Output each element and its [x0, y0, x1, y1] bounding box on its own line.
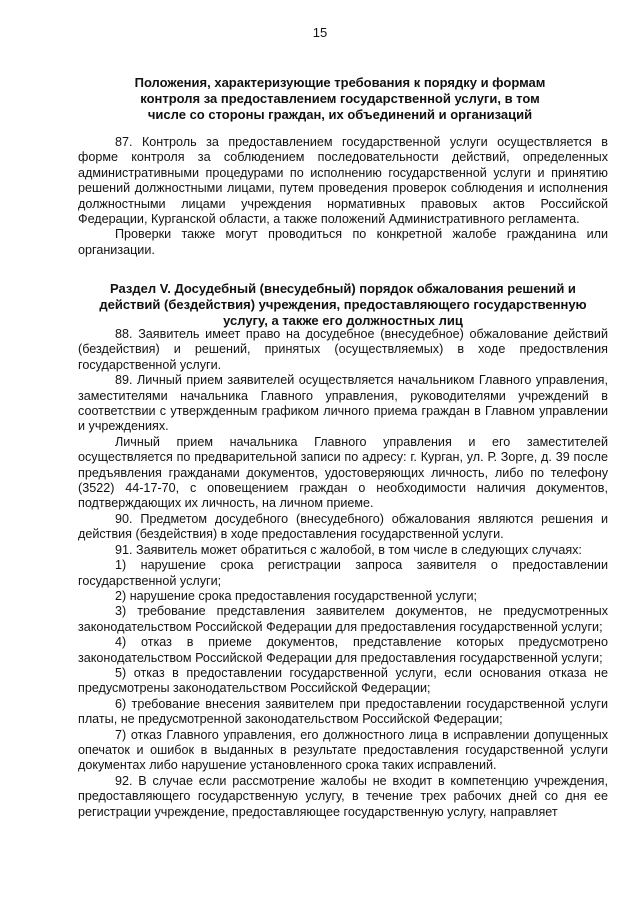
list-item: 4) отказ в приеме документов, представление которых предусмотрено законодательством Российской Федерации для предоставления государственной услуги; — [78, 635, 608, 665]
list-item: 7) отказ Главного управления, его должностного лица в исправлении допущенных опечаток и ошибок в выданных в результате предоставления государственной услуги документах либо нарушение установленного срока таких исправлений. — [78, 727, 608, 773]
paragraph: 88. Заявитель имеет право на досудебное (внесудебное) обжалование действий (бездействия) и решений, принятых (осуществляемых) в ходе предоствления государственной услуги. — [78, 327, 608, 372]
paragraph: Личный прием начальника Главного управления и его заместителей осуществляется по предварительной записи по адресу: г. Курган, ул. Р. Зорге, д. 39 после предъявления гражданами документов, удостоверяющих личность, либо по телефону (3522) 44-17-70, с оповещением граждан о необходимости наличия документов, подтверждающих их личность, на личном приеме. — [78, 434, 608, 511]
paragraph: 87. Контроль за предоставлением государственной услуги осуществляется в форме контроля за соблюдением последовательности действий, определенных административными процедурами по исполнению государственной услуги и принятию решений должностными лицами, путем проведения проверок соблюдения и исполнения должностными лицами учреждения нормативных правовых актов Российской Федерации, Курганской области, а также положений Административного регламента. — [78, 135, 608, 227]
paragraph: 92. В случае если рассмотрение жалобы не входит в компетенцию учреждения, предоставляющего государственную услугу, в течение трех рабочих дней со дня ее регистрации учреждение, предоставляющее государственную услугу, направляет — [78, 773, 608, 819]
paragraph: 89. Личный прием заявителей осуществляется начальником Главного управления, заместителями начальника Главного управления, руководителями учреждений в соответствии с утвержденным графиком личного приема граждан в Главном управлении и учреждениях. — [78, 373, 608, 434]
list-item: 3) требование представления заявителем документов, не предусмотренных законодательством Российской Федерации для предоставления государственной услуги; — [78, 604, 608, 634]
section-body-appeal — [78, 327, 608, 820]
list-item: 6) требование внесения заявителем при предоставлении государственной услуги платы, не предусмотренной законодательством Российской Федерации; — [78, 696, 608, 727]
list-item: 5) отказ в предоставлении государственной услуги, если основания отказа не предусмотрены законодательством Российской Федерации; — [78, 665, 608, 696]
section-heading-control: Положения, характеризующие требования к порядку и формам контроля за предоставлением государственной услуги, в том числе со стороны граждан, их объединений и организаций — [134, 75, 546, 122]
section-body-control — [78, 135, 608, 258]
section-heading-appeal: Раздел V. Досудебный (внесудебный) порядок обжалования решений и действий (бездействия) учреждения, предоставляющего государственную услугу, а также его должностных лиц — [99, 281, 587, 328]
paragraph: Проверки также могут проводиться по конкретной жалобе гражданина или организации. — [78, 227, 608, 257]
paragraph: 90. Предметом досудебного (внесудебного) обжалования являются решения и действия (бездействия) в ходе предоставления государственной услуги. — [78, 511, 608, 542]
paragraph: 91. Заявитель может обратиться с жалобой, в том числе в следующих случаях: — [115, 542, 582, 557]
page-number: 15 — [312, 25, 328, 40]
list-item: 1) нарушение срока регистрации запроса заявителя о предоставлении государственной услуги; — [78, 558, 608, 588]
list-item: 2) нарушение срока предоставления государственной услуги; — [115, 588, 478, 603]
